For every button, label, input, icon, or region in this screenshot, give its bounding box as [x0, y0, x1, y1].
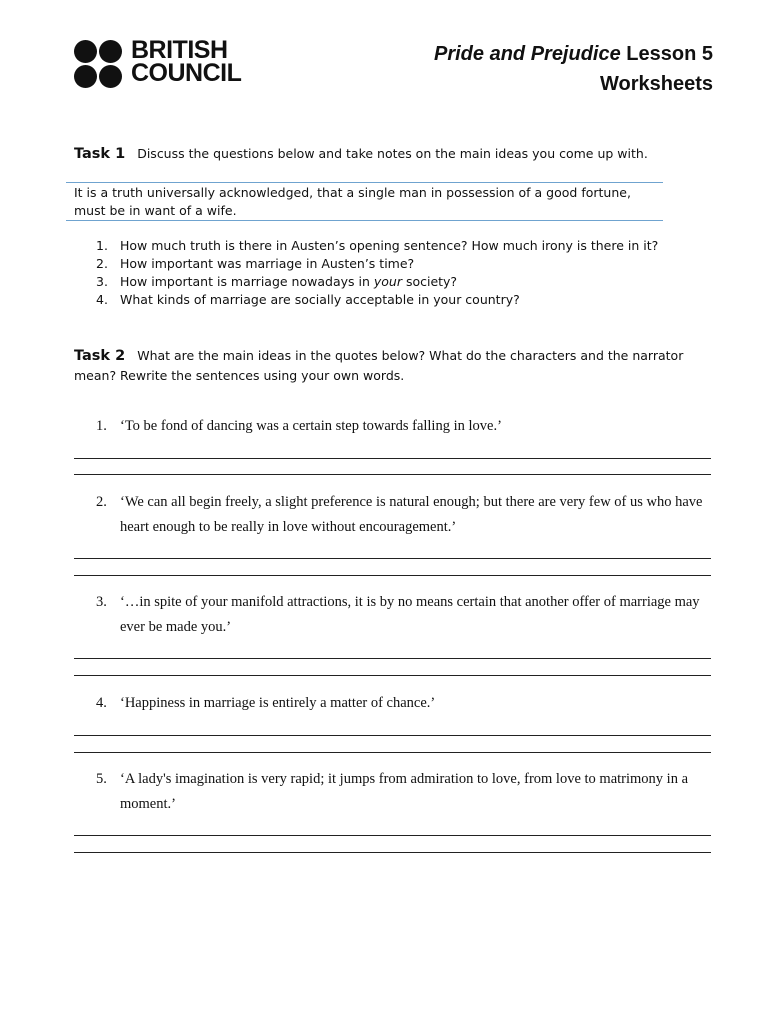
- task2-quote-4: 4. ‘Happiness in marriage is entirely a matter of chance.’: [96, 695, 436, 711]
- task1-label: Task 1: [74, 146, 126, 162]
- task1-heading: [74, 144, 714, 164]
- page-title: [434, 39, 713, 99]
- title-book: Pride and Prejudice: [434, 43, 621, 65]
- task2-heading: [74, 346, 714, 385]
- logo-dots-icon: [74, 40, 124, 88]
- list-item: 1. How much truth is there in Austen’s opening sentence? How much irony is there in it?: [96, 238, 659, 253]
- answer-line[interactable]: [74, 458, 711, 459]
- answer-line[interactable]: [74, 474, 711, 475]
- answer-line[interactable]: [74, 558, 711, 559]
- answer-line[interactable]: [74, 675, 711, 676]
- task2-quote-1: 1. ‘To be fond of dancing was a certain step towards falling in love.’: [96, 418, 502, 434]
- logo-line-1: BRITISH: [131, 36, 228, 64]
- logo-line-2: COUNCIL: [131, 59, 242, 87]
- list-item: 3. How important is marriage nowadays in your society?: [96, 274, 458, 289]
- task1-quote-box: [66, 182, 663, 221]
- task2-quote-2: 2. ‘We can all begin freely, a slight preference is natural enough; but there are very few of us who have heart enough to be really in love without encouragement.’: [96, 494, 703, 535]
- task1-question-list: [96, 237, 658, 309]
- title-lesson: Lesson 5: [620, 43, 713, 65]
- logo-wordmark: [131, 36, 242, 87]
- list-item: 4. What kinds of marriage are socially acceptable in your country?: [96, 292, 520, 307]
- task2-label: Task 2: [74, 348, 126, 364]
- answer-line[interactable]: [74, 835, 711, 836]
- answer-line[interactable]: [74, 658, 711, 659]
- task2-quote-5: 5. ‘A lady's imagination is very rapid; it jumps from admiration to love, from love to matrimony in a moment.’: [96, 771, 689, 812]
- answer-line[interactable]: [74, 852, 711, 853]
- answer-line[interactable]: [74, 752, 711, 753]
- task1-quote: It is a truth universally acknowledged, that a single man in possession of a good fortune, must be in want of a wife.: [74, 185, 631, 218]
- task2-quote-3: 3. ‘…in spite of your manifold attractions, it is by no means certain that another offer of marriage may ever be made you.’: [96, 594, 700, 635]
- answer-line[interactable]: [74, 735, 711, 736]
- task2-instruction: What are the main ideas in the quotes below? What do the characters and the narrator mean? Rewrite the sentences using your own words.: [74, 348, 684, 383]
- task1-instruction: Discuss the questions below and take notes on the main ideas you come up with.: [137, 146, 648, 161]
- answer-line[interactable]: [74, 575, 711, 576]
- british-council-logo: [74, 36, 254, 90]
- list-item: 2. How important was marriage in Austen’s time?: [96, 256, 415, 271]
- title-subtitle: Worksheets: [599, 73, 713, 95]
